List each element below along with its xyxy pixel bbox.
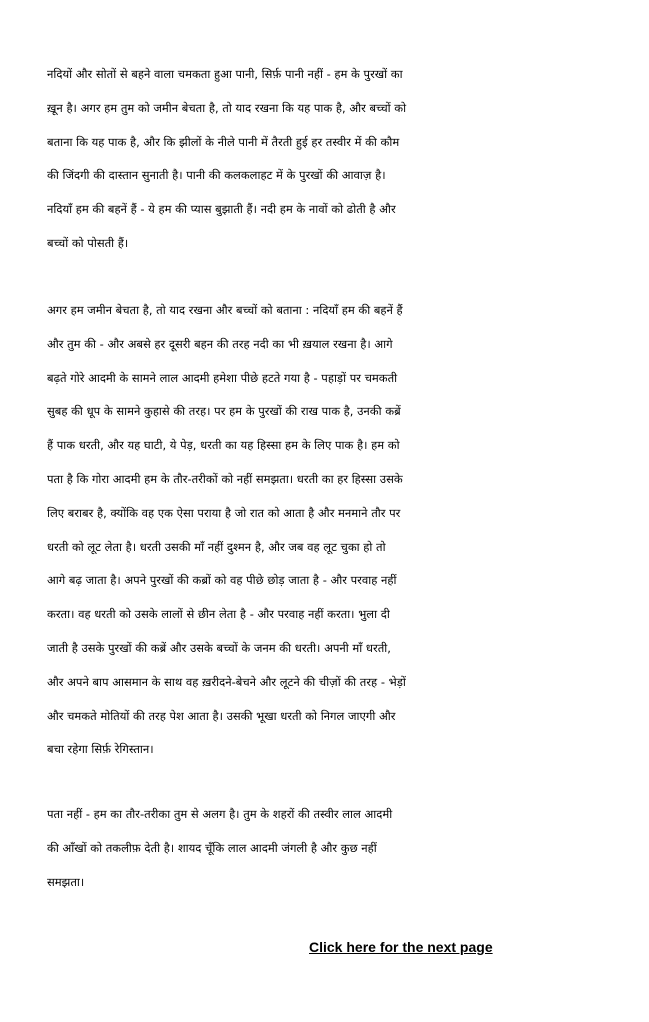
text-line: सुबह की धूप के सामने कुहासे की तरह। पर हम के पुरखों की राख पाक है, उनकी कब्रें	[47, 404, 401, 419]
text-line: अगर हम जमीन बेचता है, तो याद रखना और बच्चों को बताना : नदियाँ हम की बहनें हैं	[47, 303, 403, 317]
text-line: और तुम की - और अबसे हर दूसरी बहन की तरह नदी का भी ख़याल रखना है। आगे	[47, 336, 393, 351]
text-line: ख़ून है। अगर हम तुम को जमीन बेचता है, तो याद रखना कि यह पाक है, और बच्चों को	[47, 100, 407, 115]
text-line: की जिंदगी की दास्तान सुनाती है। पानी की कलकलाहट में के पुरखों की आवाज़ है।	[47, 168, 386, 183]
paragraph-1	[47, 58, 547, 261]
text-line: पता नहीं - हम का तौर-तरीका तुम से अलग है। तुम के शहरों की तस्वीर लाल आदमी	[47, 807, 393, 821]
paragraph-2	[47, 294, 547, 767]
text-line: और चमकते मोतियों की तरह पेश आता है। उसकी भूखा धरती को निगल जाएगी और	[47, 708, 396, 723]
text-line: पता है कि गोरा आदमी हम के तौर-तरीकों को नहीं समझता। धरती का हर हिस्सा उसके	[47, 471, 403, 486]
text-line: बताना कि यह पाक है, और कि झीलों के नीले पानी में तैरती हुई हर तस्वीर में की कौम	[47, 134, 400, 149]
text-line: लिए बराबर है, क्योंकि वह एक ऐसा पराया है जो रात को आता है और मनमाने तौर पर	[47, 505, 401, 520]
text-line: करता। वह धरती को उसके लालों से छीन लेता है - और परवाह नहीं करता। भुला दी	[47, 607, 390, 622]
text-line: आगे बढ़ जाता है। अपने पुरखों की कब्रों को वह पीछे छोड़ जाता है - और परवाह नहीं	[47, 573, 397, 588]
paragraph-3	[47, 798, 547, 899]
text-line: नदियों और सोतों से बहने वाला चमकता हुआ पानी, सिर्फ़ पानी नहीं - हम के पुरखों का	[47, 67, 403, 81]
text-line: नदियाँ हम की बहनें हैं - ये हम की प्यास बुझाती हैं। नदी हम के नावों को ढोती है और	[47, 202, 396, 217]
text-line: की आँखों को तकलीफ़ देती है। शायद चूँकि लाल आदमी जंगली है और कुछ नहीं	[47, 840, 377, 855]
text-line: धरती को लूट लेता है। धरती उसकी माँ नहीं दुश्मन है, और जब वह लूट चुका हो तो	[47, 539, 386, 554]
text-line: बचा रहेगा सिर्फ़ रेगिस्तान।	[47, 742, 154, 757]
text-line: जाती है उसके पुरखों की कब्रें और उसके बच्चों के जनम की धरती। अपनी माँ धरती,	[47, 640, 391, 655]
text-line: हैं पाक धरती, और यह घाटी, ये पेड़, धरती का यह हिस्सा हम के लिए पाक है। हम को	[47, 438, 400, 453]
text-line: बढ़ते गोरे आदमी के सामने लाल आदमी हमेशा पीछे हटते गया है - पहाड़ों पर चमकती	[47, 370, 398, 385]
text-line: बच्चों को पोसती हैं।	[47, 235, 129, 250]
text-line: समझता।	[47, 874, 85, 889]
text-line: और अपने बाप आसमान के साथ वह ख़रीदने-बेचने और लूटने की चीज़ों की तरह - भेड़ों	[47, 674, 406, 689]
next-page-link[interactable]: Click here for the next page	[309, 939, 493, 955]
